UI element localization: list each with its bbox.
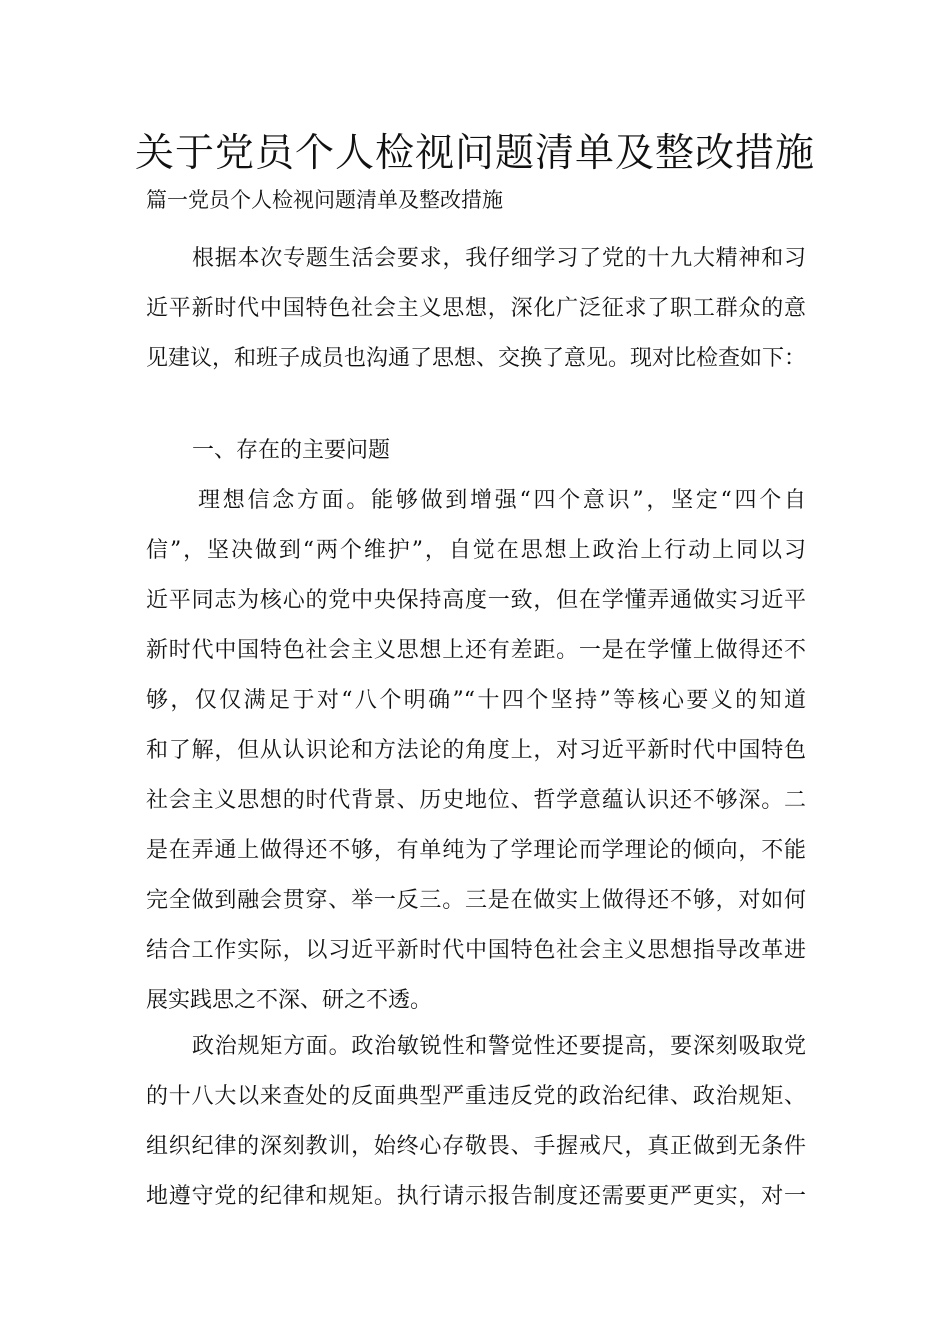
text-line: 近平同志为核心的党中央保持高度一致，但在学懂弄通做实习近平 [146,588,806,613]
text-line: 是在弄通上做得还不够，有单纯为了学理论而学理论的倾向，不能 [146,838,806,863]
ideal-belief-paragraph [146,476,806,1026]
text-line: 完全做到融会贯穿、举一反三。三是在做实上做得还不够，对如何 [146,888,806,913]
text-line: 的十八大以来查处的反面典型严重违反党的政治纪律、政治规矩、 [146,1084,806,1109]
text-line: 组织纪律的深刻教训，始终心存敬畏、手握戒尺，真正做到无条件 [146,1134,806,1159]
political-rules-paragraph [146,1022,806,1222]
text-line: 政治规矩方面。政治敏锐性和警觉性还要提高，要深刻吸取党 [192,1034,806,1059]
text-line: 社会主义思想的时代背景、历史地位、哲学意蕴认识还不够深。二 [146,788,806,813]
text-line: 新时代中国特色社会主义思想上还有差距。一是在学懂上做得还不 [146,638,806,663]
text-line: 理想信念方面。能够做到增强“四个意识”，坚定“四个自 [198,488,806,513]
section-heading: 一、存在的主要问题 [192,438,391,463]
text-line: 结合工作实际，以习近平新时代中国特色社会主义思想指导改革进 [146,938,806,963]
text-line: 展实践思之不深、研之不透。 [146,988,433,1013]
text-line: 近平新时代中国特色社会主义思想，深化广泛征求了职工群众的意 [146,296,806,321]
text-line: 地遵守党的纪律和规矩。执行请示报告制度还需要更严更实，对一 [146,1184,806,1209]
text-line: 见建议，和班子成员也沟通了思想、交换了意见。现对比检查如下： [146,346,807,371]
section-heading-paragraph [146,426,806,476]
document-subtitle: 篇一党员个人检视问题清单及整改措施 [146,188,503,212]
text-line: 和了解，但从认识论和方法论的角度上，对习近平新时代中国特色 [146,738,806,763]
text-line: 信”，坚决做到“两个维护”，自觉在思想上政治上行动上同以习 [146,538,806,563]
text-line: 够，仅仅满足于对“八个明确”“十四个坚持”等核心要义的知道 [146,688,806,713]
intro-paragraph [146,234,806,384]
text-line: 根据本次专题生活会要求，我仔细学习了党的十九大精神和习 [192,246,806,271]
document-title: 关于党员个人检视问题清单及整改措施 [134,131,815,176]
